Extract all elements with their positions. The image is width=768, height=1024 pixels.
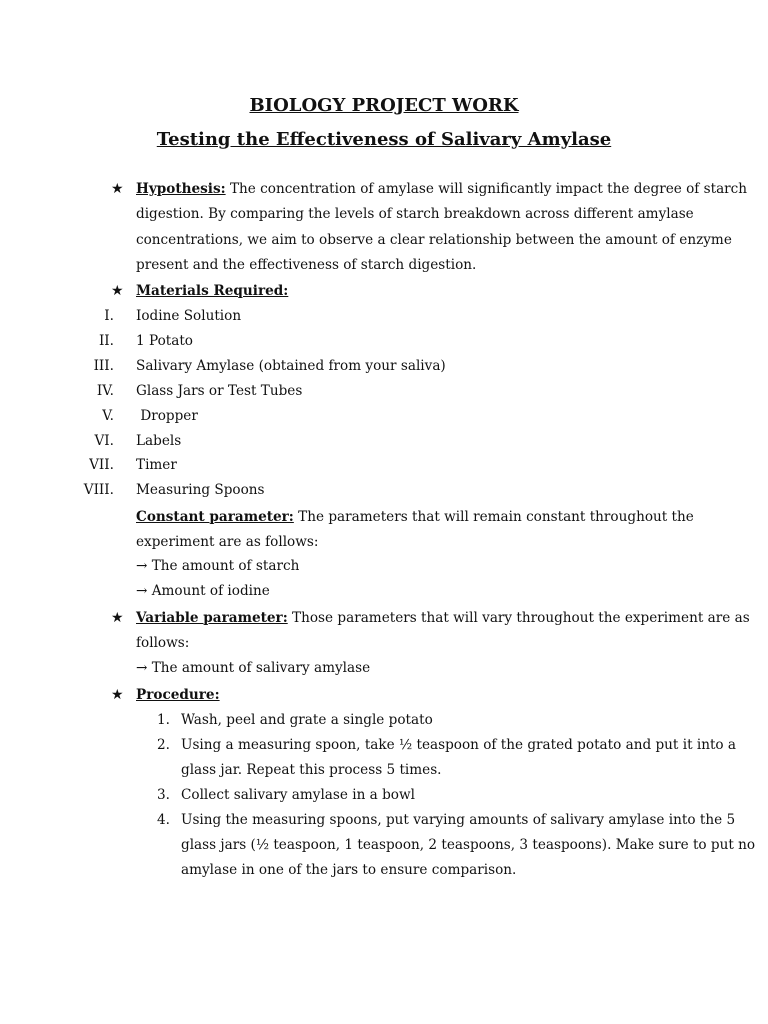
hypothesis-label: Hypothesis: xyxy=(136,181,226,197)
list-item: Iodine Solution xyxy=(136,308,242,324)
step-text: Using a measuring spoon, take ½ teaspoon of the grated potato and put it into a xyxy=(181,737,737,753)
list-item: Timer xyxy=(136,457,177,473)
hypothesis-text: digestion. By comparing the levels of starch breakdown across different amylase xyxy=(136,206,694,222)
variable-line xyxy=(136,609,750,627)
constant-text: The parameters that will remain constant throughout the xyxy=(298,509,694,525)
step-text: Collect salivary amylase in a bowl xyxy=(181,787,415,803)
procedure-heading xyxy=(136,686,220,704)
constant-label: Constant parameter: xyxy=(136,509,294,525)
step-number: 2. xyxy=(157,737,170,753)
star-bullet-icon: ★ xyxy=(111,687,124,703)
step-text: Using the measuring spoons, put varying amounts of salivary amylase into the 5 xyxy=(181,812,736,828)
list-item: Labels xyxy=(136,433,182,449)
star-bullet-icon: ★ xyxy=(111,283,124,299)
list-number: II. xyxy=(98,333,114,349)
constant-line xyxy=(136,508,694,526)
variable-text: Those parameters that will vary throughout the experiment are as xyxy=(292,610,750,626)
variable-item: → The amount of salivary amylase xyxy=(136,660,371,676)
list-number: IV. xyxy=(96,383,114,399)
step-text: glass jar. Repeat this process 5 times. xyxy=(181,762,442,778)
list-item: Measuring Spoons xyxy=(136,482,265,498)
page-subtitle: Testing the Effectiveness of Salivary Amylase xyxy=(156,129,612,150)
constant-item: → The amount of starch xyxy=(136,558,300,574)
step-number: 1. xyxy=(157,712,170,728)
hypothesis-line xyxy=(136,180,747,198)
procedure-label: Procedure: xyxy=(136,687,220,703)
hypothesis-text: present and the effectiveness of starch digestion. xyxy=(136,257,477,273)
constant-item: → Amount of iodine xyxy=(136,583,270,599)
star-bullet-icon: ★ xyxy=(111,181,124,197)
hypothesis-text: concentrations, we aim to observe a clear relationship between the amount of enzyme xyxy=(136,232,732,248)
materials-label: Materials Required: xyxy=(136,283,289,299)
list-number: III. xyxy=(93,358,114,374)
page-title: BIOLOGY PROJECT WORK xyxy=(249,95,519,116)
step-number: 3. xyxy=(157,787,170,803)
list-number: V. xyxy=(102,408,114,424)
constant-text: experiment are as follows: xyxy=(136,534,319,550)
hypothesis-text: The concentration of amylase will significantly impact the degree of starch xyxy=(229,181,748,197)
list-item: Salivary Amylase (obtained from your saliva) xyxy=(136,358,446,374)
list-number: VI. xyxy=(94,433,114,449)
variable-label: Variable parameter: xyxy=(136,610,288,626)
list-number: VII. xyxy=(89,457,114,473)
list-number: VIII. xyxy=(83,482,114,498)
list-item: Dropper xyxy=(136,408,198,424)
list-item: Glass Jars or Test Tubes xyxy=(136,383,303,399)
list-number: I. xyxy=(104,308,114,324)
variable-text: follows: xyxy=(136,635,190,651)
star-bullet-icon: ★ xyxy=(111,610,124,626)
step-number: 4. xyxy=(157,812,170,828)
step-text: amylase in one of the jars to ensure comparison. xyxy=(181,862,517,878)
materials-heading xyxy=(136,282,288,300)
step-text: Wash, peel and grate a single potato xyxy=(181,712,433,728)
list-item: 1 Potato xyxy=(136,333,193,349)
step-text: glass jars (½ teaspoon, 1 teaspoon, 2 teaspoons, 3 teaspoons). Make sure to put no xyxy=(181,837,756,853)
